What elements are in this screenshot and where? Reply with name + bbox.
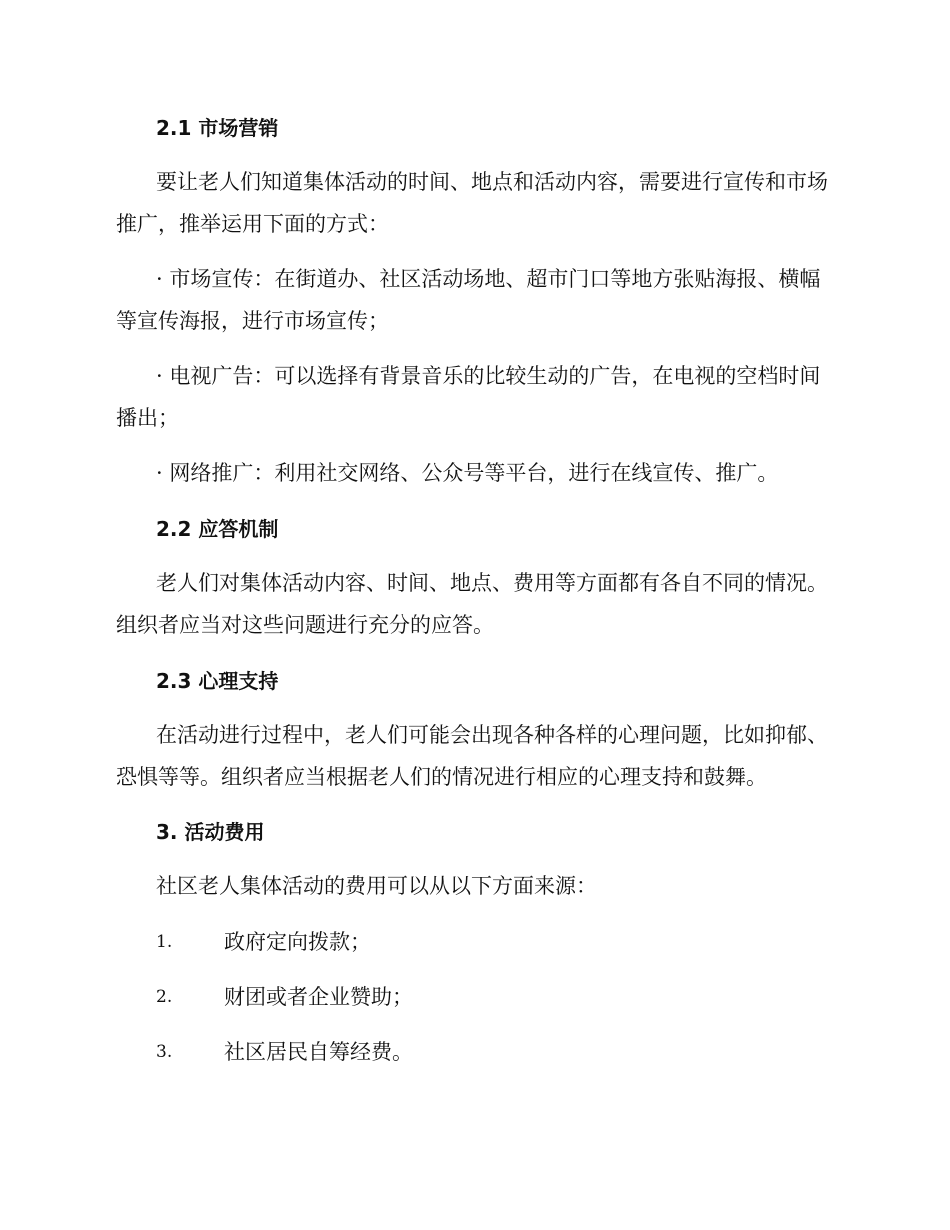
section-heading-psychology: 2.3 心理支持 <box>156 669 279 693</box>
section-heading-costs: 3. 活动费用 <box>156 820 265 844</box>
list-item-text: 政府定向拨款； <box>224 930 371 954</box>
bullet-online-promotion: · 网络推广：利用社交网络、公众号等平台，进行在线宣传、推广。 <box>156 461 779 485</box>
bullet-market-promotion: · 市场宣传：在街道办、社区活动场地、超市门口等地方张贴海报、横幅等宣传海报，进行市场宣传； <box>116 267 821 333</box>
list-item-text: 社区居民自筹经费。 <box>224 1040 413 1064</box>
list-item-number: 2. <box>156 987 173 1007</box>
response-paragraph: 老人们对集体活动内容、时间、地点、费用等方面都有各自不同的情况。组织者应当对这些问题进行充分的应答。 <box>116 571 828 637</box>
list-item-number: 1. <box>156 932 173 952</box>
section-heading-response: 2.2 应答机制 <box>156 517 279 541</box>
marketing-intro-paragraph: 要让老人们知道集体活动的时间、地点和活动内容，需要进行宣传和市场推广，推举运用下面的方式： <box>116 170 828 236</box>
section-heading-marketing: 2.1 市场营销 <box>156 116 279 140</box>
list-item-text: 财团或者企业赞助； <box>224 985 413 1009</box>
bullet-tv-advertising: · 电视广告：可以选择有背景音乐的比较生动的广告，在电视的空档时间播出； <box>116 364 821 430</box>
costs-intro-paragraph: 社区老人集体活动的费用可以从以下方面来源： <box>156 874 597 898</box>
psychology-paragraph: 在活动进行过程中，老人们可能会出现各种各样的心理问题，比如抑郁、恐惧等等。组织者应当根据老人们的情况进行相应的心理支持和鼓舞。 <box>116 723 828 789</box>
list-item-number: 3. <box>156 1042 173 1062</box>
